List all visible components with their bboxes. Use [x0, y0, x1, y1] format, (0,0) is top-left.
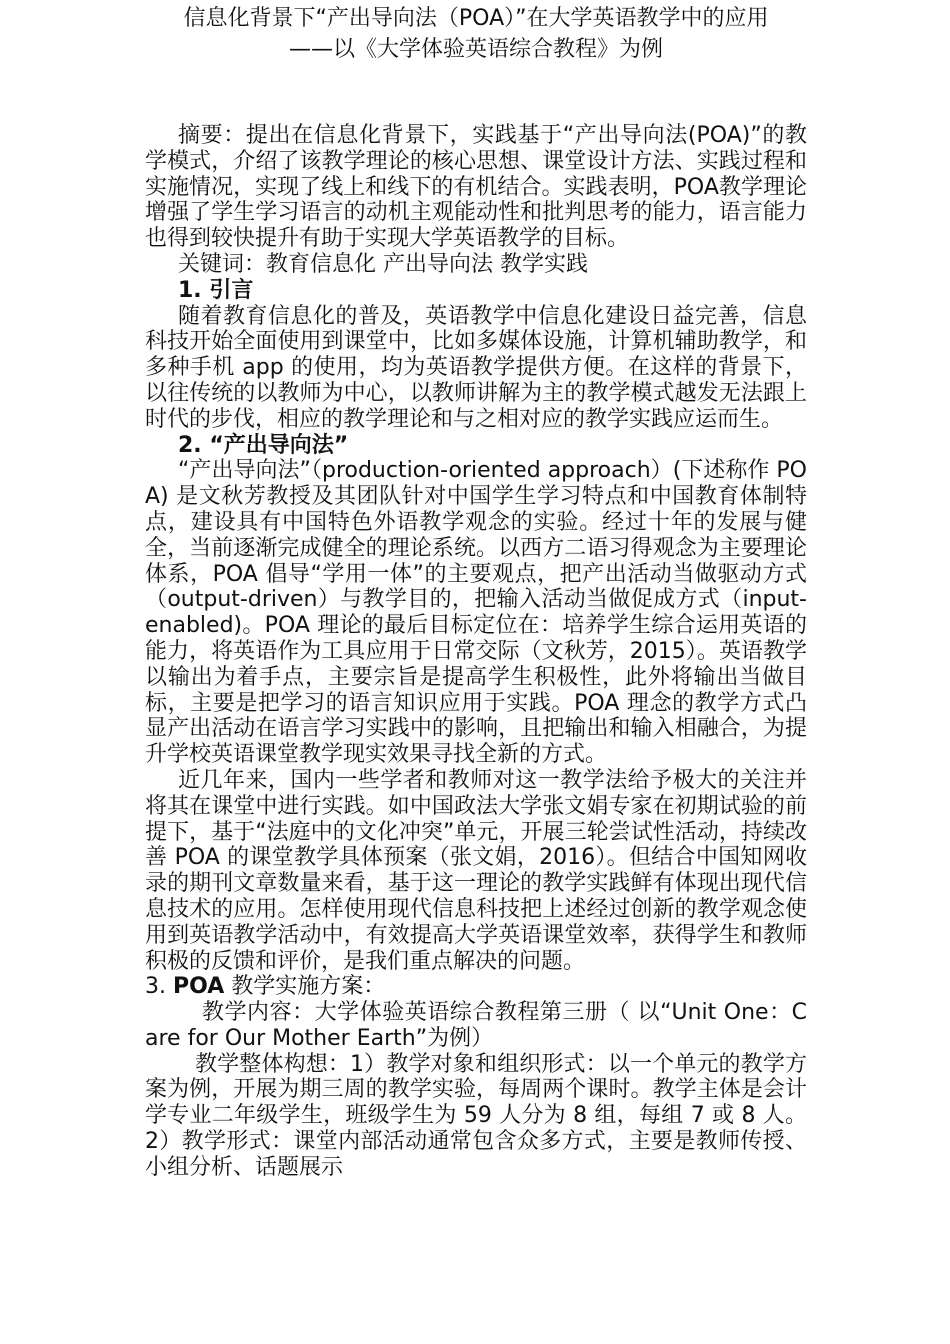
section-1-body: 随着教育信息化的普及，英语教学中信息化建设日益完善，信息科技开始全面使用到课堂中，比如多媒体设施，计算机辅助教学，和多种手机 app 的使用，均为英语教学提供方便。在这样的背景下，以往传统的以教师为中心，以教师讲解为主的教学模式越发无法跟上时代的步伐，相应的教学理论和与之相对应的教学实践应运而生。 [145, 303, 807, 432]
section-3-heading [145, 974, 807, 1000]
section-3-number: 3. [145, 974, 173, 1000]
section-2-paragraph-2: 近几年来，国内一些学者和教师对这一教学法给予极大的关注并将其在课堂中进行实践。如中国政法大学张文娟专家在初期试验的前提下，基于“法庭中的文化冲突”单元，开展三轮尝试性活动，持续改善 POA 的课堂教学具体预案（张文娟，2016）。但结合中国知网收录的期刊文章数量来看，基于这一理论的教学实践鲜有体现出现代信息技术的应用。怎样使用现代信息科技把上述经过创新的教学观念使用到英语教学活动中，有效提高大学英语课堂效率，获得学生和教师积极的反馈和评价，是我们重点解决的问题。 [145, 767, 807, 974]
title-spacer [145, 65, 807, 123]
section-3-heading-rest: 教学实施方案： [224, 974, 386, 1000]
section-3-design: 教学整体构想：1）教学对象和组织形式：以一个单元的教学方案为例，开展为期三周的教学实验，每周两个课时。教学主体是会计学专业二年级学生，班级学生为 59 人分为 8 组，每组 7 或 8 人。2）教学形式：课堂内部活动通常包含众多方式，主要是教师传授、小组分析、话题展示 [145, 1051, 807, 1180]
document-title: 信息化背景下“产出导向法（POA）”在大学英语教学中的应用 [183, 6, 769, 31]
section-3-heading-bold: POA [172, 974, 225, 1000]
abstract-paragraph: 摘要：提出在信息化背景下，实践基于“产出导向法(POA)”的教学模式，介绍了该教学理论的核心思想、课堂设计方法、实践过程和实施情况，实现了线上和线下的有机结合。实践表明，POA教学理论增强了学生学习语言的动机主观能动性和批判思考的能力，语言能力也得到较快提升有助于实现大学英语教学的目标。 [145, 123, 807, 252]
section-3-content: 教学内容：大学体验英语综合教程第三册（ 以“Unit One：Care for Our Mother Earth”为例） [145, 1000, 807, 1051]
section-2-heading: 2. “产出导向法” [178, 432, 349, 458]
section-2-paragraph-1: “产出导向法”（production-oriented approach）(下述称作 POA) 是文秋芳教授及其团队针对中国学生学习特点和中国教育体制特点，建设具有中国特色外语教学观念的实验。经过十年的发展与健全，当前逐渐完成健全的理论系统。以西方二语习得观念为主要理论体系，POA 倡导“学用一体”的主要观点，把产出活动当做驱动方式（output-driven）与教学目的，把输入活动当做促成方式（input-enabled)。POA 理论的最后目标定位在：培养学生综合运用英语的能力，将英语作为工具应用于日常交际（文秋芳，2015）。英语教学以输出为着手点，主要宗旨是提高学生积极性，此外将输出当做目标，主要是把学习的语言知识应用于实践。POA 理念的教学方式凸显产出活动在语言学习实践中的影响，且把输出和输入相融合，为提升学校英语课堂教学现实效果寻找全新的方式。 [145, 458, 807, 768]
section-1-heading: 1. 引言 [178, 277, 254, 303]
keywords-line: 关键词：教育信息化 产出导向法 教学实践 [178, 251, 588, 277]
document-page [145, 0, 807, 1181]
document-subtitle: ——以《大学体验英语综合教程》为例 [288, 37, 663, 62]
